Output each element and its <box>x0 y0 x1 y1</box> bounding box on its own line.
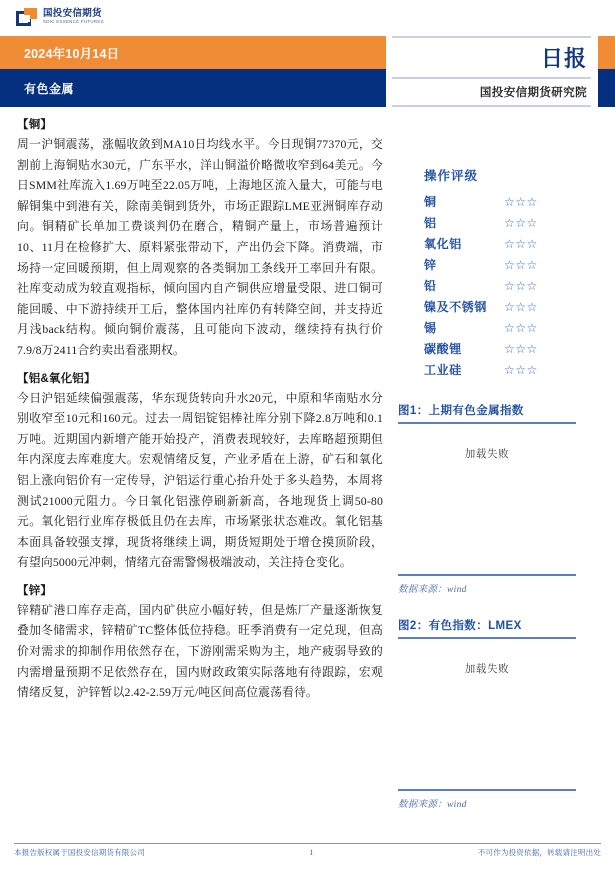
section-text: 周一沪铜震荡，涨幅收敛到MA10日均线水平。今日现铜77370元，交割前上海铜贴水30元，广东平水，洋山铜溢价略微收窄到64美元。今日SMM社库流入1.69万吨至22.05万吨，上海地区流入量大，可能与电解铜集中到港有关，除南美铜到货外，市场正跟踪LME亚洲铜库存动向。铜精矿长单加工费谈判仍在磨合，精铜产量上，市场普遍预计10、11月在检修扩大、原料紧张带动下，产出仍会下降。消费端，市场持一定回暖预期，但上周观察的各类铜加工条线开工率回升有限。社库变动成为较直观指标，倾向国内自产铜供应增量受限、进口铜可能回暖、中下游持续开工后，整体国内社库仍有转降空间，并支持近月浅back结构。倾向铜价震荡，且可能向下波动，继续持有执行价7.9/8万2411合约卖出看涨期权。 <box>17 137 383 357</box>
figure-title: 图2：有色指数：LMEX <box>398 620 522 632</box>
report-type: 日报 <box>540 46 587 71</box>
rating-metal-name: 镍及不锈钢 <box>424 300 488 314</box>
rating-row-industrial-silicon <box>424 359 598 380</box>
rating-metal-name: 碳酸锂 <box>424 342 462 356</box>
rating-stars-icon: ☆☆☆ <box>504 236 538 251</box>
figure-canvas <box>398 424 576 574</box>
logo-text-en: SDIC ESSENCE FUTURES <box>43 19 104 24</box>
sidebar <box>398 116 598 810</box>
rating-metal-name: 铝 <box>424 216 437 230</box>
footer-divider <box>14 843 601 844</box>
section-zinc <box>17 582 383 703</box>
section-title: 【铝&氧化铝】 <box>17 372 96 385</box>
rating-row-alumina <box>424 233 598 254</box>
figure-load-failed-text: 加载失败 <box>464 449 510 460</box>
rating-metal-name: 铅 <box>424 279 437 293</box>
article-body <box>17 116 383 712</box>
rating-row-nickel-stainless <box>424 296 598 317</box>
rating-stars-icon: ☆☆☆ <box>504 278 538 293</box>
rating-stars-icon: ☆☆☆ <box>504 320 538 335</box>
figure-load-failed-text: 加载失败 <box>464 664 510 675</box>
footer-disclaimer: 不可作为投资依据，转载请注明出处 <box>477 848 601 857</box>
footer-page-number: 1 <box>309 848 314 857</box>
section-text: 锌精矿港口库存走高，国内矿供应小幅好转，但是炼厂产量逐渐恢复叠加冬储需求，锌精矿TC整体低位持稳。旺季消费有一定兑现，但高价对需求的抑制作用依然存在，下游刚需采购为主，地产疲弱导致的内需增量预期不足依然存在，国内财政政策实际落地有待跟踪，宏观情绪反复，沪锌暂以2.42-2.59万元/吨区间高位震荡看待。 <box>17 602 383 700</box>
rating-row-copper <box>424 191 598 212</box>
rating-stars-icon: ☆☆☆ <box>504 362 538 377</box>
header-panel <box>392 36 591 107</box>
figure-1 <box>398 402 576 595</box>
figure-title: 图1：上期有色金属指数 <box>398 405 524 417</box>
logo-mark-icon <box>16 8 38 28</box>
logo-text-cn: 国投安信期货 <box>43 8 102 19</box>
rating-metal-name: 锌 <box>424 258 437 272</box>
rating-stars-icon: ☆☆☆ <box>504 215 538 230</box>
rating-row-zinc <box>424 254 598 275</box>
section-text: 今日沪铝延续偏强震荡，华东现货转向升水20元，中原和华南贴水分别收窄至10元和160元。过去一周铝锭铝棒社库分别下降2.8万吨和0.1万吨。近期国内新增产能开始投产，消费表现较好，去库略超预期但年内深度去库难度大。宏观情绪反复，产业矛盾在上游，矿石和氧化铝上涨向铝价有一定传导，沪铝运行重心抬升处于多头趋势，本周将测试21000元阻力。今日氧化铝涨停刷新新高，各地现货上调50-80元。氧化铝行业库存极低且仍在去库，市场紧张状态难改。氧化铝基本面具备较强支撑，现货将继续上调，期货短期处于增仓摸顶阶段，有望向5000元冲刺，情绪亢奋需警惕极端波动，关注持仓变化。 <box>17 390 383 570</box>
header-band-navy-right <box>598 69 615 107</box>
rating-stars-icon: ☆☆☆ <box>504 194 538 209</box>
footer-copyright: 本报告版权属于国投安信期货有限公司 <box>14 848 145 857</box>
rating-row-lead <box>424 275 598 296</box>
rating-row-tin <box>424 317 598 338</box>
figure-canvas <box>398 639 576 789</box>
rating-stars-icon: ☆☆☆ <box>504 341 538 356</box>
section-aluminium-alumina <box>17 370 383 573</box>
report-date: 2024年10月14日 <box>24 47 120 61</box>
section-title: 【铜】 <box>17 119 53 131</box>
rating-stars-icon: ☆☆☆ <box>504 299 538 314</box>
header-band-orange-right <box>598 36 615 69</box>
rating-row-lithium-carbonate <box>424 338 598 359</box>
figure-source: 数据来源：wind <box>398 585 467 595</box>
company-logo <box>16 8 103 28</box>
figure-source: 数据来源：wind <box>398 800 467 810</box>
header-rule-top <box>392 36 591 38</box>
rating-table-title: 操作评级 <box>424 169 479 183</box>
logo-strip <box>0 0 615 36</box>
rating-metal-name: 铜 <box>424 195 437 209</box>
section-title: 【锌】 <box>17 584 53 597</box>
page-footer <box>14 847 601 858</box>
rating-metal-name: 氧化铝 <box>424 237 462 251</box>
header-rule-mid <box>392 77 591 79</box>
rating-metal-name: 锡 <box>424 321 437 335</box>
report-sector: 有色金属 <box>24 82 75 96</box>
header-rule-bottom <box>392 105 591 107</box>
rating-stars-icon: ☆☆☆ <box>504 257 538 272</box>
rating-metal-name: 工业硅 <box>424 363 462 377</box>
rating-row-aluminium <box>424 212 598 233</box>
section-copper <box>17 116 383 361</box>
institute-name: 国投安信期货研究院 <box>479 87 587 99</box>
rating-table <box>398 116 598 380</box>
figure-2 <box>398 617 576 810</box>
